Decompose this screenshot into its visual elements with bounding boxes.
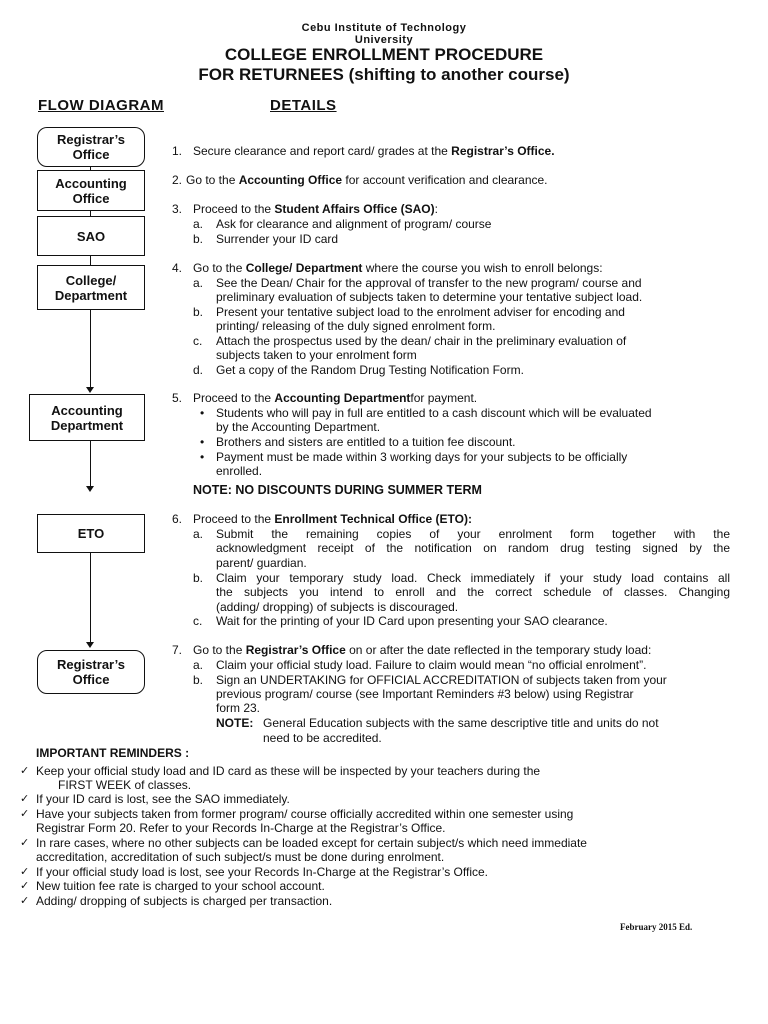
check-icon: ✓ (20, 837, 30, 849)
step-6-a1: Submit the remaining copies of your enrolment form together with the (216, 527, 730, 541)
step-5-p3a: Payment must be made within 3 working days for your subjects to be officially (216, 450, 628, 464)
arrow-down-icon (86, 642, 94, 648)
step-4-a2: preliminary evaluation of subjects taken to determine your tentative subject load. (216, 290, 643, 304)
step-6-b2: the subjects you intend to enroll and the correct schedule of classes. Changing (216, 585, 730, 599)
step-6-b1: Claim your temporary study load. Check immediately if your study load contains all (216, 571, 730, 585)
step-4-a1: See the Dean/ Chair for the approval of transfer to the new program/ course and (216, 276, 642, 290)
edition-label: February 2015 Ed. (620, 922, 693, 932)
reminder-3b: Registrar Form 20. Refer to your Records In-Charge at the Registrar’s Office. (36, 821, 446, 835)
step-4-c1: Attach the prospectus used by the dean/ chair in the preliminary evaluation of (216, 334, 627, 348)
reminder-4a: In rare cases, where no other subjects can be loaded except for certain subject/s which need immediate (36, 836, 587, 850)
step-5-p1a: Students who will pay in full are entitled to a cash discount which will be evaluated (216, 406, 652, 420)
reminders-heading: IMPORTANT REMINDERS : (36, 746, 190, 760)
arrow-down-icon (86, 486, 94, 492)
step-5-note: NOTE: NO DISCOUNTS DURING SUMMER TERM (193, 483, 482, 497)
step-3-text: Proceed to the Student Affairs Office (SAO): (193, 202, 438, 216)
step-number: 6. (172, 512, 183, 526)
institution-name: Cebu Institute of Technology (301, 22, 467, 34)
reminder-4b: accreditation, accreditation of such subject/s must be done during enrolment. (36, 850, 445, 864)
connector (90, 309, 91, 389)
step-5-p2: Brothers and sisters are entitled to a tuition fee discount. (216, 435, 516, 449)
step-4-d: Get a copy of the Random Drug Testing Notification Form. (216, 363, 524, 377)
step-1-text: Secure clearance and report card/ grades at the Registrar’s Office. (193, 144, 555, 158)
step-7-b1: Sign an UNDERTAKING for OFFICIAL ACCREDITATION of subjects taken from your (216, 673, 667, 687)
flow-box-accounting-office: Accounting Office (37, 170, 145, 211)
check-icon: ✓ (20, 793, 30, 805)
bullet-icon: • (200, 435, 205, 449)
step-7-note1: General Education subjects with the same descriptive title and units do not (263, 716, 659, 730)
reminder-5: If your official study load is lost, see your Records In-Charge at the Registrar’s Office. (36, 865, 488, 879)
step-4-c2: subjects taken to your enrolment form (216, 348, 417, 362)
step-5-text: Proceed to the Accounting Departmentfor payment. (193, 391, 478, 405)
step-6-a2: acknowledgment receipt of the notification on random drug testing signed by the (216, 541, 730, 555)
subtitle-main: FOR RETURNEES (198, 65, 344, 84)
check-icon: ✓ (20, 808, 30, 820)
step-7-note2: need to be accredited. (263, 731, 382, 745)
step-7-text: Go to the Registrar’s Office on or after the date reflected in the temporary study load: (193, 643, 652, 657)
reminder-1b: FIRST WEEK of classes. (58, 778, 192, 792)
check-icon: ✓ (20, 895, 30, 907)
step-6-c: Wait for the printing of your ID Card upon presenting your SAO clearance. (216, 614, 608, 628)
step-number: 4. (172, 261, 183, 275)
step-number: 5. (172, 391, 183, 405)
step-number: 1. (172, 144, 183, 158)
step-6-text: Proceed to the Enrollment Technical Office (ETO): (193, 512, 472, 526)
page-title: COLLEGE ENROLLMENT PROCEDURE (224, 45, 544, 64)
check-icon: ✓ (20, 880, 30, 892)
step-6-a3: parent/ guardian. (216, 556, 307, 570)
step-4-text: Go to the College/ Department where the course you wish to enroll belongs: (193, 261, 603, 275)
flow-box-eto: ETO (37, 514, 145, 553)
step-2-text: Go to the Accounting Office for account verification and clearance. (186, 173, 548, 187)
connector (90, 255, 91, 265)
reminder-3a: Have your subjects taken from former program/ course officially accredited within one semester using (36, 807, 574, 821)
step-6-b3: (adding/ dropping) of subjects is discouraged. (216, 600, 459, 614)
flow-diagram-heading: FLOW DIAGRAM (38, 97, 164, 114)
step-4-b1: Present your tentative subject load to the enrolment adviser for encoding and (216, 305, 625, 319)
reminder-6: New tuition fee rate is charged to your school account. (36, 879, 325, 893)
step-5-p1b: by the Accounting Department. (216, 420, 381, 434)
step-3-b: Surrender your ID card (216, 232, 339, 246)
reminder-7: Adding/ dropping of subjects is charged per transaction. (36, 894, 333, 908)
flow-box-college-department: College/ Department (37, 265, 145, 310)
step-4-b2: printing/ releasing of the duly signed enrolment form. (216, 319, 496, 333)
step-7-note-label: NOTE: (216, 716, 254, 730)
step-7-b3: form 23. (216, 701, 261, 715)
reminder-1a: Keep your official study load and ID card as these will be inspected by your teachers during the (36, 764, 541, 778)
reminder-2: If your ID card is lost, see the SAO immediately. (36, 792, 290, 806)
flow-box-accounting-department: Accounting Department (29, 394, 145, 441)
page-subtitle (0, 65, 768, 85)
arrow-down-icon (86, 387, 94, 393)
subtitle-paren: (shifting to another course) (348, 65, 570, 84)
step-number: 3. (172, 202, 183, 216)
flow-box-registrar-final: Registrar’s Office (37, 650, 145, 694)
step-1-office: Registrar’s Office. (451, 144, 555, 158)
step-7-b2: previous program/ course (see Important Reminders #3 below) using Registrar (216, 687, 634, 701)
step-number: 2. (172, 173, 183, 187)
bullet-icon: • (200, 406, 205, 420)
flow-box-registrar: Registrar’s Office (37, 127, 145, 167)
step-5-p3b: enrolled. (216, 464, 263, 478)
step-3-a: Ask for clearance and alignment of program/ course (216, 217, 492, 231)
flow-box-sao: SAO (37, 216, 145, 256)
connector (90, 440, 91, 488)
institution-sub: University (354, 34, 414, 46)
step-number: 7. (172, 643, 183, 657)
details-heading: DETAILS (270, 97, 337, 114)
bullet-icon: • (200, 450, 205, 464)
connector (90, 552, 91, 644)
check-icon: ✓ (20, 765, 30, 777)
step-7-a: Claim your official study load. Failure to claim would mean “no official enrolment”. (216, 658, 647, 672)
check-icon: ✓ (20, 866, 30, 878)
